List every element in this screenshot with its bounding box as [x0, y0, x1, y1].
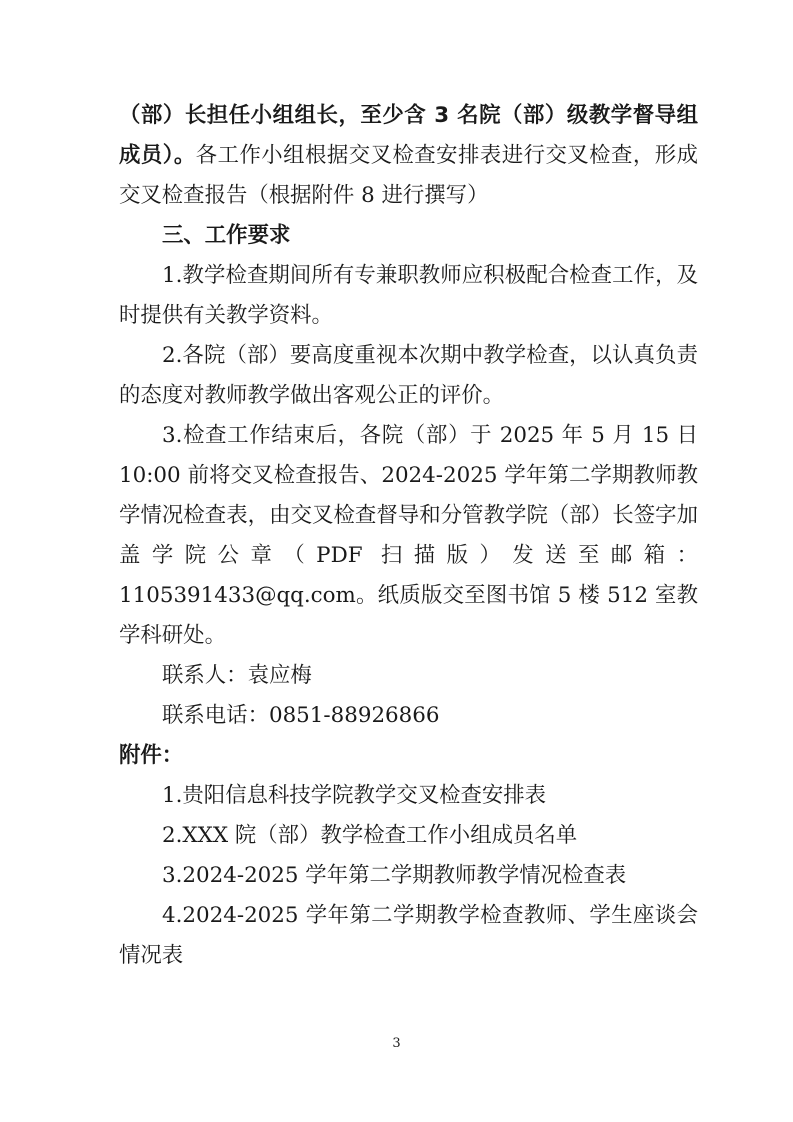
section-heading-work-requirements: 三、工作要求 [162, 223, 291, 248]
attachment-item-2: 2.XXX 院（部）教学检查工作小组成员名单 [162, 823, 578, 848]
work-requirement-3: 3.检查工作结束后，各院（部）于 2025 年 5 月 15 日 10:00 前将交叉检查报告、2024-2025 学年第二学期教师教学情况检查表，由交叉检查督导和分管教学院（部）长签字加盖学院公章（PDF 扫描版）发送至邮箱：1105391433@qq.com。纸质版交至图书馆 5 楼 512 室教学科研处。 [119, 423, 698, 648]
attachment-item-3: 3.2024-2025 学年第二学期教师教学情况检查表 [162, 863, 627, 888]
continuation-bold-run: （部）长担任小组组长，至少含 3 名院（部）级教学督导组成员）。 [119, 103, 698, 168]
contact-phone-line: 联系电话：0851-88926866 [162, 703, 440, 728]
attachment-item-1: 1.贵阳信息科技学院教学交叉检查安排表 [162, 783, 547, 808]
attachments-heading: 附件： [119, 743, 184, 768]
contact-person-line: 联系人：袁应梅 [162, 663, 312, 688]
document-content [119, 96, 698, 976]
page-number: 3 [392, 1036, 401, 1051]
attachment-item-4: 4.2024-2025 学年第二学期教学检查教师、学生座谈会情况表 [119, 903, 698, 968]
continuation-regular-run: 各工作小组根据交叉检查安排表进行交叉检查，形成交叉检查报告（根据附件 8 进行撰写） [119, 143, 698, 208]
work-requirement-2: 2.各院（部）要高度重视本次期中教学检查，以认真负责的态度对教师教学做出客观公正的评价。 [119, 343, 698, 408]
work-requirement-1: 1.教学检查期间所有专兼职教师应积极配合检查工作，及时提供有关教学资料。 [119, 263, 698, 328]
continuation-paragraph [119, 96, 698, 216]
